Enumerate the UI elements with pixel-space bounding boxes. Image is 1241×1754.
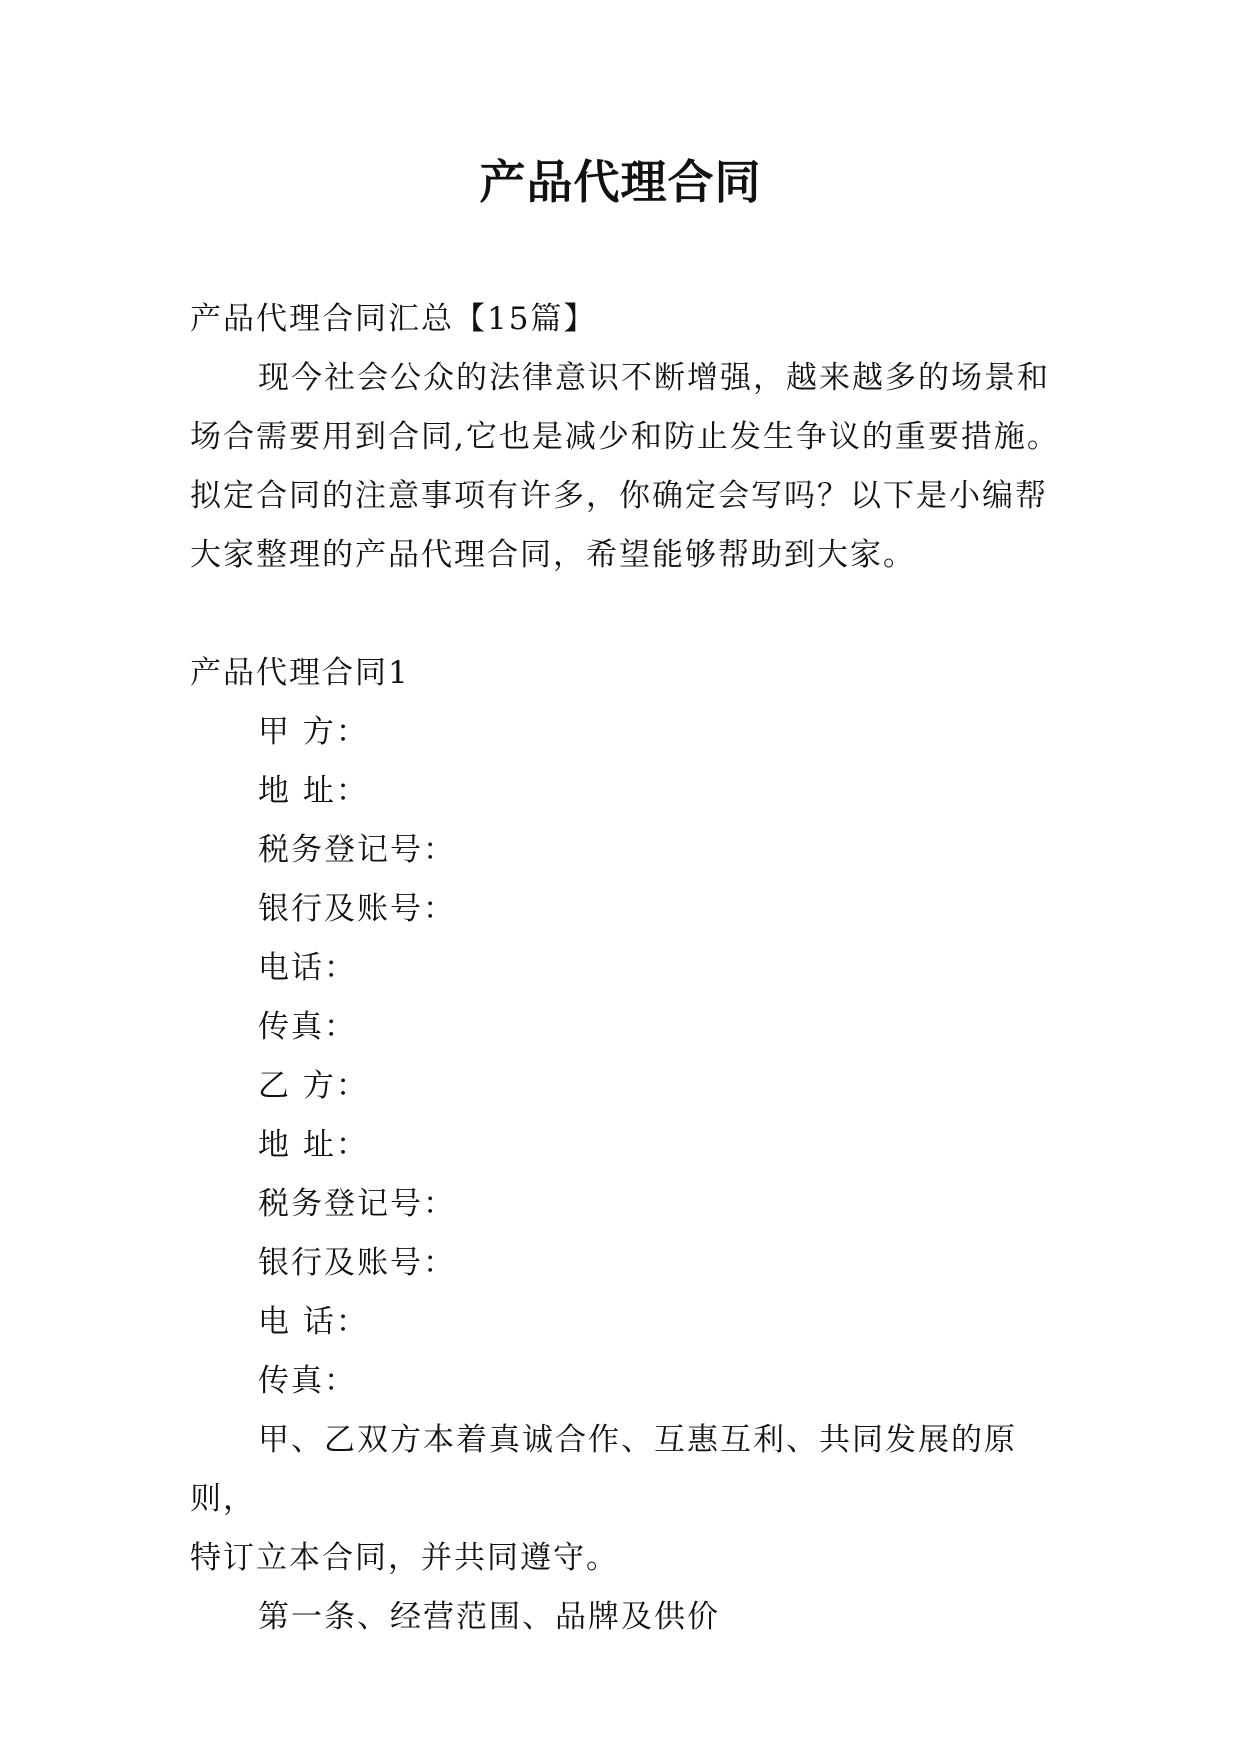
party-a-fax: 传真：: [258, 1009, 357, 1045]
intro-line-2: 场合需要用到合同,它也是减少和防止发生争议的重要措施。: [190, 419, 1060, 455]
party-a-bank: 银行及账号：: [258, 891, 456, 927]
party-a-tax-no: 税务登记号：: [258, 832, 456, 868]
intro-line-1: 现今社会公众的法律意识不断增强，越来越多的场景和: [258, 360, 1050, 396]
party-b-label: 乙 方：: [258, 1068, 369, 1104]
party-b-tax-no: 税务登记号：: [258, 1186, 456, 1222]
spacer: [190, 585, 1070, 644]
party-b-address: 地 址：: [258, 1127, 369, 1163]
party-b-fax: 传真：: [258, 1363, 357, 1399]
subtitle: 产品代理合同汇总【15篇】: [190, 301, 597, 337]
preamble-line-1: 甲、乙双方本着真诚合作、互惠互利、共同发展的原则，: [190, 1422, 1017, 1517]
party-a-address: 地 址：: [258, 773, 369, 809]
section-heading: 产品代理合同1: [190, 655, 410, 691]
document-title: 产品代理合同: [479, 155, 762, 209]
party-b-phone: 电 话：: [258, 1304, 369, 1340]
party-b-block: [190, 1057, 1070, 1411]
document-body: [190, 290, 1070, 1647]
party-a-phone: 电话：: [258, 950, 357, 986]
preamble-line-2: 特订立本合同，并共同遵守。: [190, 1540, 619, 1576]
preamble-paragraph: [190, 1411, 1070, 1588]
intro-line-4: 大家整理的产品代理合同，希望能够帮助到大家。: [190, 537, 916, 573]
intro-line-3: 拟定合同的注意事项有许多，你确定会写吗？以下是小编帮: [190, 478, 1048, 514]
article-1-heading: 第一条、经营范围、品牌及供价: [258, 1599, 720, 1635]
intro-paragraph: [190, 349, 1070, 585]
party-a-block: [190, 703, 1070, 1057]
party-a-label: 甲 方：: [258, 714, 369, 750]
party-b-bank: 银行及账号：: [258, 1245, 456, 1281]
